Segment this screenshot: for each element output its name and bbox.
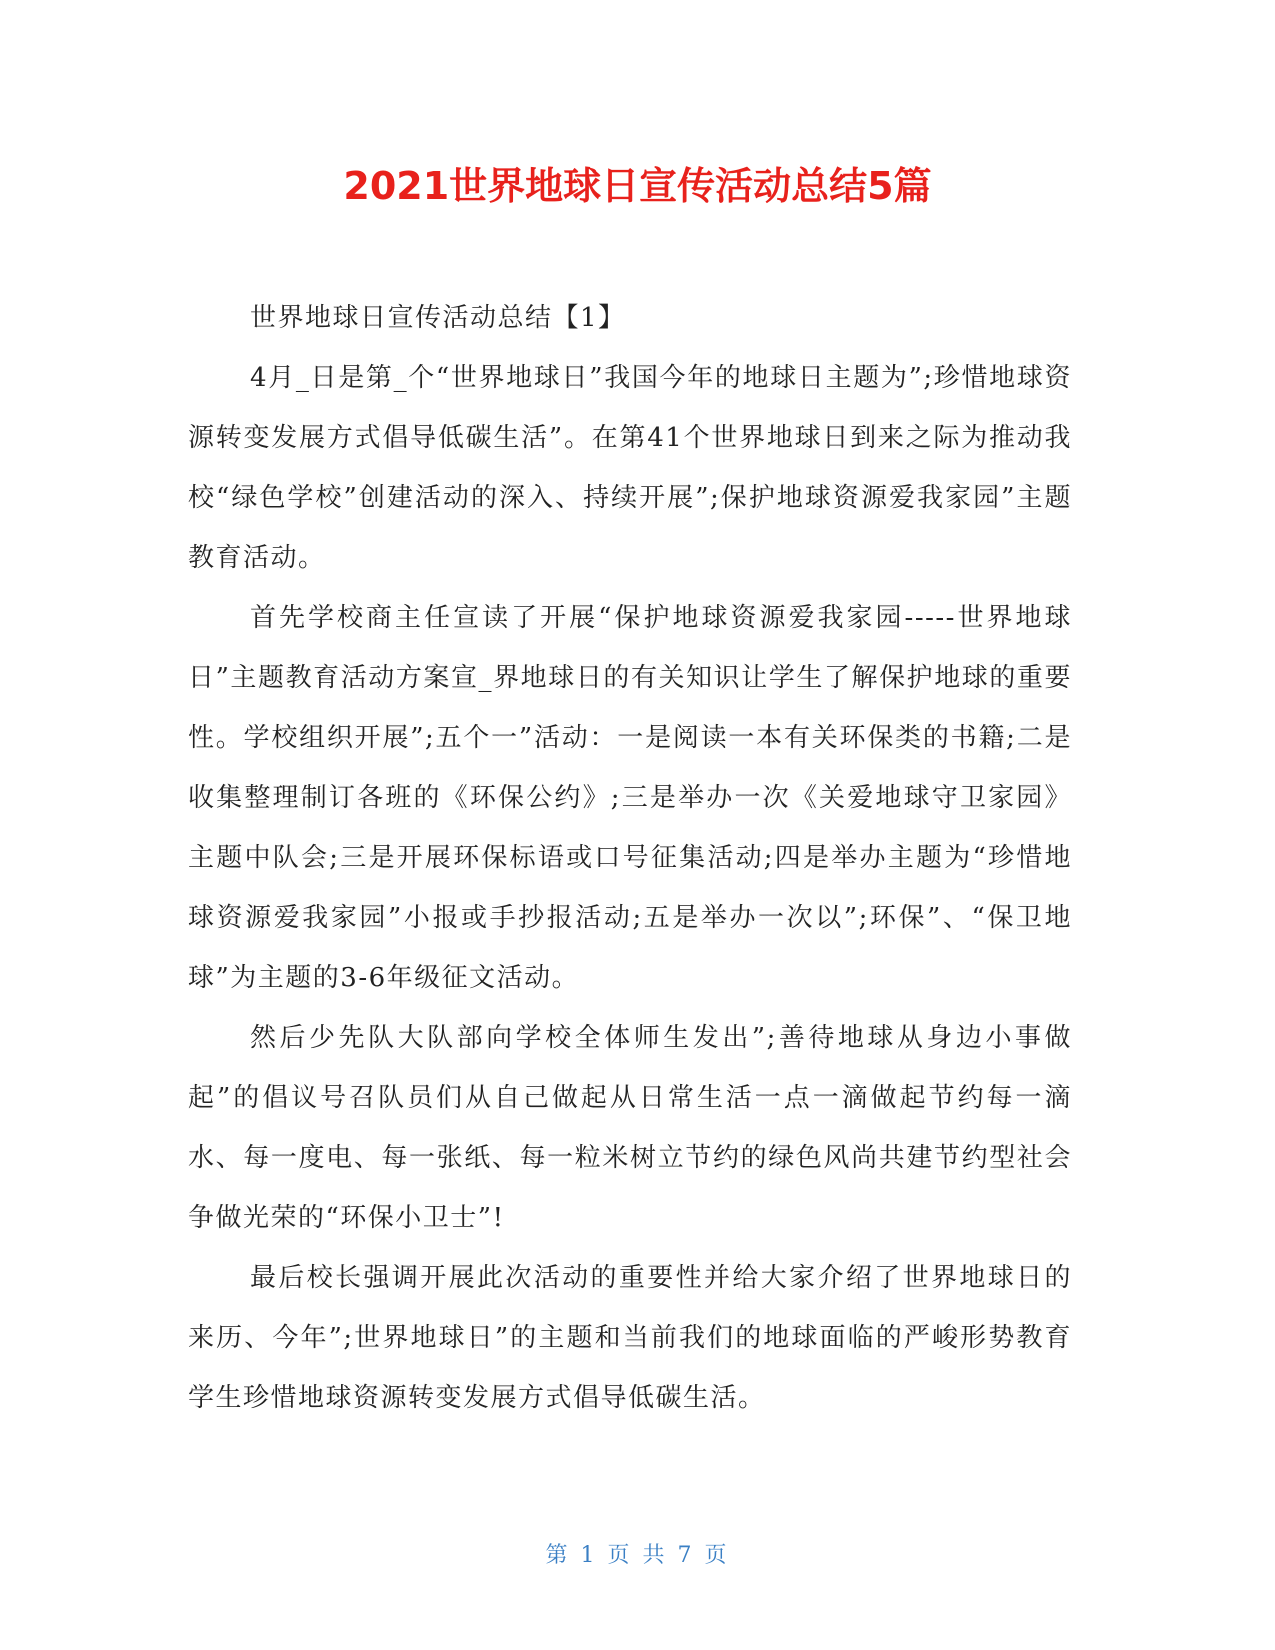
paragraph-4: 最后校长强调开展此次活动的重要性并给大家介绍了世界地球日的来历、今年”;世界地球日”的主题和当前我们的地球面临的严峻形势教育学生珍惜地球资源转变发展方式倡导低碳生活。 <box>188 1263 1072 1413</box>
paragraph-1: 4月_日是第_个“世界地球日”我国今年的地球日主题为”;珍惜地球资源转变发展方式倡导低碳生活”。在第41个世界地球日到来之际为推动我校“绿色学校”创建活动的深入、持续开展”;保护地球资源爱我家园”主题教育活动。 <box>188 363 1072 573</box>
paragraph-2: 首先学校商主任宣读了开展“保护地球资源爱我家园-----世界地球日”主题教育活动方案宣_界地球日的有关知识让学生了解保护地球的重要性。学校组织开展”;五个一”活动：一是阅读一本有关环保类的书籍;二是收集整理制订各班的《环保公约》;三是举办一次《关爱地球守卫家园》主题中队会;三是开展环保标语或口号征集活动;四是举办主题为“珍惜地球资源爱我家园”小报或手抄报活动;五是举办一次以”;环保”、“保卫地球”为主题的3-6年级征文活动。 <box>188 603 1072 993</box>
section-heading: 世界地球日宣传活动总结【1】 <box>250 303 626 333</box>
document-body <box>188 288 1072 1428</box>
document-title: 2021世界地球日宣传活动总结5篇 <box>343 164 932 208</box>
paragraph-3: 然后少先队大队部向学校全体师生发出”;善待地球从身边小事做起”的倡议号召队员们从自己做起从日常生活一点一滴做起节约每一滴水、每一度电、每一张纸、每一粒米树立节约的绿色风尚共建节约型社会争做光荣的“环保小卫士”! <box>188 1023 1072 1233</box>
page-indicator: 第 1 页 共 7 页 <box>545 1543 730 1568</box>
